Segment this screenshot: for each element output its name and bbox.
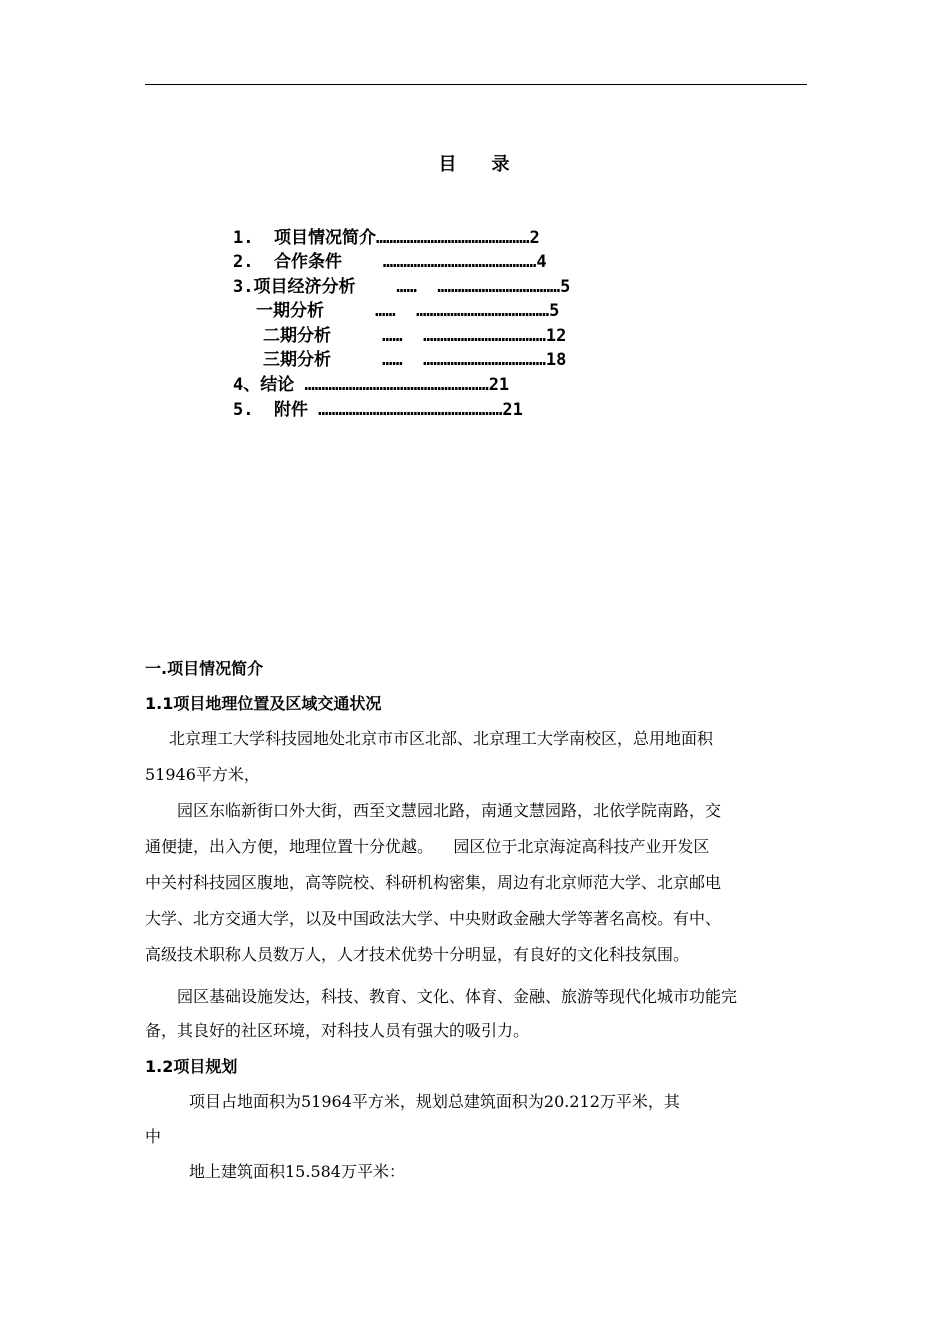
paragraph-line: 中	[145, 1127, 162, 1146]
paragraph-line: 高级技术职称人员数万人，人才技术优势十分明显，有良好的文化科技氛围。	[145, 945, 690, 964]
toc-item-economic-analysis: 3.项目经济分析 …… ………………………………5	[233, 277, 571, 297]
paragraph-line: 大学、北方交通大学，以及中国政法大学、中央财政金融大学等著名高校。有中、	[145, 909, 722, 928]
paragraph-line: 项目占地面积为51964平方米，规划总建筑面积为20.212万平米，其	[189, 1092, 680, 1111]
header-rule	[145, 84, 807, 85]
toc-item-phase-two: 二期分析 …… ………………………………12	[263, 326, 567, 346]
toc-item-conclusion: 4、结论 ………………………………………………21	[233, 375, 510, 395]
section-heading-location-traffic: 1.1项目地理位置及区域交通状况	[145, 694, 382, 713]
section-heading-project-planning: 1.2项目规划	[145, 1057, 238, 1076]
toc-item-phase-three: 三期分析 …… ………………………………18	[263, 350, 567, 370]
paragraph-line: 通便捷，出入方便，地理位置十分优越。 园区位于北京海淀高科技产业开发区	[145, 837, 710, 856]
toc-item-attachments: 5. 附件 ………………………………………………21	[233, 400, 523, 420]
toc-item-cooperation-terms: 2. 合作条件 ………………………………………4	[233, 252, 547, 272]
paragraph-line: 园区东临新街口外大街，西至文慧园北路，南通文慧园路，北依学院南路，交	[177, 801, 722, 820]
toc-item-project-overview: 1. 项目情况简介………………………………………2	[233, 228, 540, 248]
toc-title: 目 录	[438, 154, 512, 175]
paragraph-line: 备，其良好的社区环境，对科技人员有强大的吸引力。	[145, 1021, 530, 1040]
toc-item-phase-one: 一期分析 …… …………………………………5	[256, 301, 560, 321]
paragraph-line: 中关村科技园区腹地，高等院校、科研机构密集，周边有北京师范大学、北京邮电	[145, 873, 722, 892]
paragraph-line: 园区基础设施发达，科技、教育、文化、体育、金融、旅游等现代化城市功能完	[177, 987, 738, 1006]
paragraph-line: 51946平方米，	[145, 765, 260, 784]
paragraph-line: 地上建筑面积15.584万平米：	[189, 1162, 405, 1181]
section-heading-project-overview: 一.项目情况简介	[145, 659, 264, 678]
paragraph-line: 北京理工大学科技园地处北京市市区北部、北京理工大学南校区，总用地面积	[169, 729, 714, 748]
